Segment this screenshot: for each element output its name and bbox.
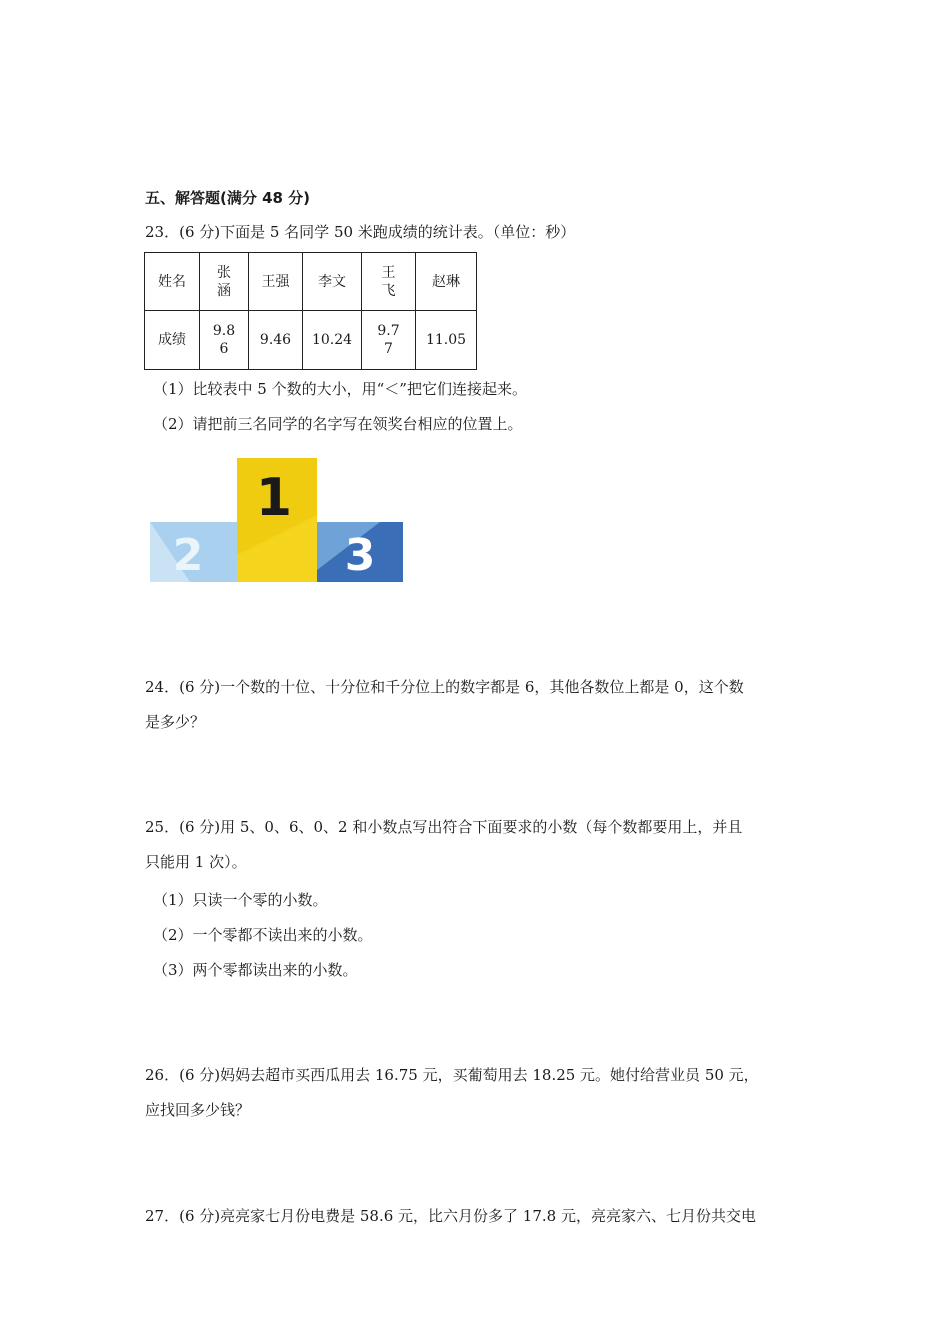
table-row <box>145 253 477 311</box>
table-cell: 李文 <box>303 253 362 311</box>
question-24-line-1: 24．(6 分)一个数的十位、十分位和千分位上的数字都是 6，其他各数位上都是 0，这个数 <box>145 678 744 696</box>
podium-first-label: 1 <box>255 468 293 528</box>
podium-third <box>317 522 403 582</box>
table-cell: 成绩 <box>145 311 200 370</box>
question-24-line-2: 是多少？ <box>145 713 206 731</box>
table-cell: 张 涵 <box>200 253 249 311</box>
question-26-line-1: 26．(6 分)妈妈去超市买西瓜用去 16.75 元，买葡萄用去 18.25 元。她付给营业员 50 元， <box>145 1066 759 1084</box>
question-26-line-2: 应找回多少钱？ <box>145 1101 251 1119</box>
podium-third-label: 3 <box>344 530 376 581</box>
podium-figure <box>150 455 406 585</box>
table-cell: 姓名 <box>145 253 200 311</box>
question-23-sub-2: （2）请把前三名同学的名字写在领奖台相应的位置上。 <box>153 415 523 433</box>
section-title: 五、解答题(满分 48 分) <box>145 189 311 207</box>
question-25-sub-2: （2）一个零都不读出来的小数。 <box>153 926 373 944</box>
table-cell: 10.24 <box>303 311 362 370</box>
podium-second <box>150 522 238 582</box>
question-25-line-1: 25．(6 分)用 5、0、6、0、2 和小数点写出符合下面要求的小数（每个数都要用上，并且 <box>145 818 743 836</box>
question-25-line-2: 只能用 1 次）。 <box>145 853 247 871</box>
question-25-sub-1: （1）只读一个零的小数。 <box>153 891 328 909</box>
question-23-text: 23．(6 分)下面是 5 名同学 50 米跑成绩的统计表。（单位：秒） <box>145 223 576 241</box>
table-cell: 11.05 <box>416 311 477 370</box>
table-cell: 9.8 6 <box>200 311 249 370</box>
question-23-sub-1: （1）比较表中 5 个数的大小，用“＜”把它们连接起来。 <box>153 380 527 398</box>
table-cell: 王强 <box>249 253 303 311</box>
podium-first <box>237 458 317 582</box>
table-cell: 9.7 7 <box>362 311 416 370</box>
table-row <box>145 311 477 370</box>
table-cell: 王 飞 <box>362 253 416 311</box>
table-cell: 赵琳 <box>416 253 477 311</box>
score-table <box>144 252 477 370</box>
question-27-line-1: 27．(6 分)亮亮家七月份电费是 58.6 元，比六月份多了 17.8 元，亮亮家六、七月份共交电 <box>145 1207 756 1225</box>
question-25-sub-3: （3）两个零都读出来的小数。 <box>153 961 358 979</box>
podium-second-label: 2 <box>172 530 204 581</box>
table-cell: 9.46 <box>249 311 303 370</box>
